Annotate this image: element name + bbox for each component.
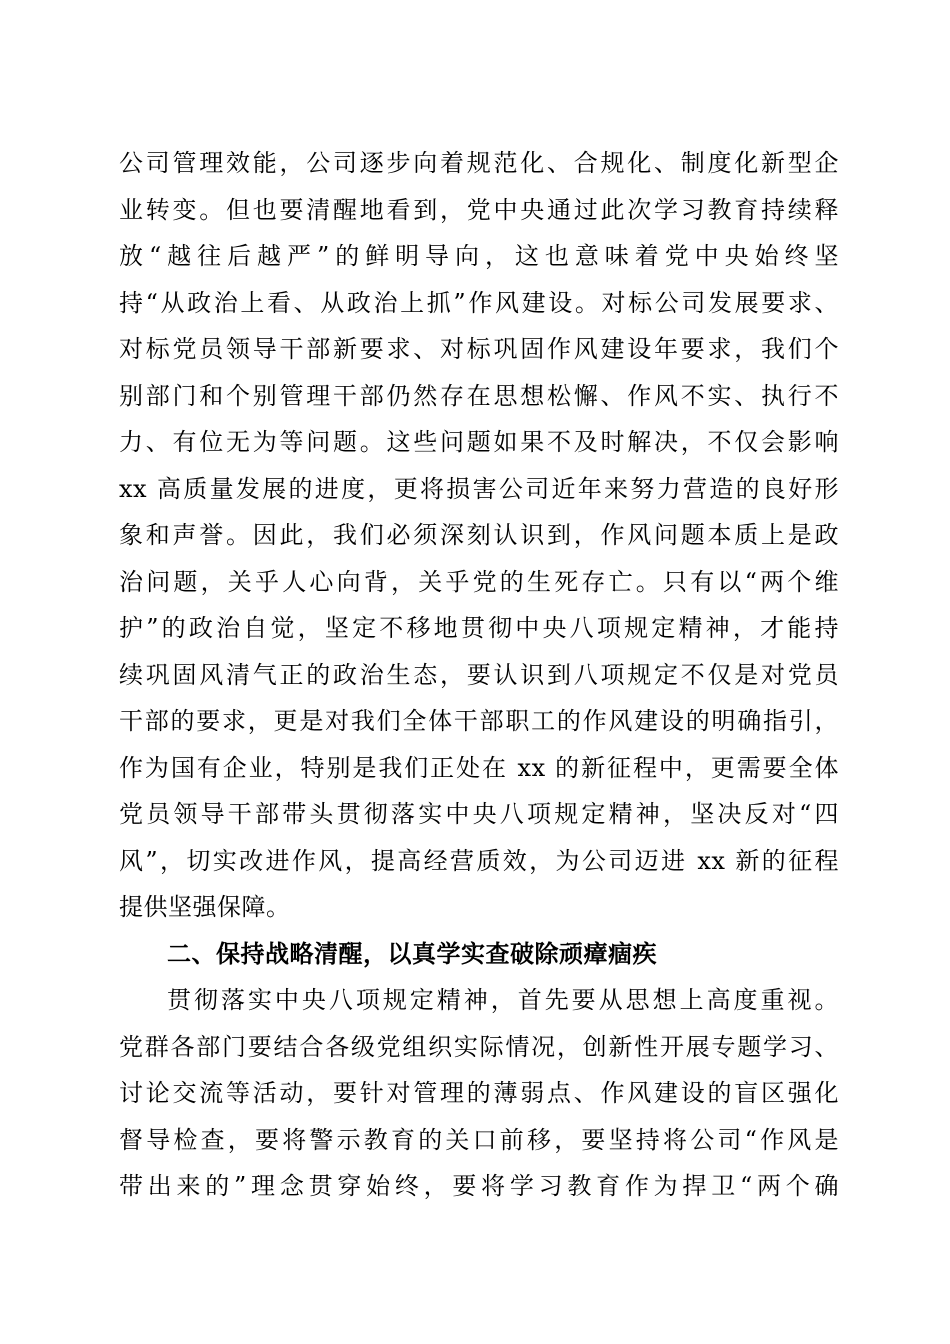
text-line: 带出来的”理念贯穿始终，要将学习教育作为捍卫“两个确 [119,1172,839,1200]
document-body [119,140,839,1210]
text-line: 治问题，关乎人心向背，关乎党的生死存亡。只有以“两个维 [119,567,839,596]
text-line: 风”，切实改进作风，提高经营质效，为公司迈进 xx 新的征程 [119,846,839,875]
text-line: 党员领导干部带头贯彻落实中央八项规定精神，坚决反对“四 [119,800,839,828]
section-heading: 二、保持战略清醒，以真学实查破除顽瘴痼疾 [167,939,657,968]
text-line: 讨论交流等活动，要针对管理的薄弱点、作风建设的盲区强化 [119,1079,839,1107]
text-line: 提供坚强保障。 [119,893,291,921]
text-line: 贯彻落实中央八项规定精神，首先要从思想上高度重视。 [167,986,839,1014]
text-line: 对标党员领导干部新要求、对标巩固作风建设年要求，我们个 [119,335,839,363]
text-line: 力、有位无为等问题。这些问题如果不及时解决，不仅会影响 [119,428,839,456]
text-line: 护”的政治自觉，坚定不移地贯彻中央八项规定精神，才能持 [119,614,839,642]
text-line: 别部门和个别管理干部仍然存在思想松懈、作风不实、执行不 [119,381,839,410]
paragraph-continuation [119,140,839,931]
text-line: 党群各部门要结合各级党组织实际情况，创新性开展专题学习、 [119,1032,839,1061]
text-line: 督导检查，要将警示教育的关口前移，要坚持将公司“作风是 [119,1125,839,1154]
text-line: 公司管理效能，公司逐步向着规范化、合规化、制度化新型企 [119,149,839,177]
text-line: 持“从政治上看、从政治上抓”作风建设。对标公司发展要求、 [119,288,839,317]
section-paragraph [119,977,839,1210]
text-line: 放“越往后越严”的鲜明导向，这也意味着党中央始终坚 [119,242,839,270]
text-line: 续巩固风清气正的政治生态，要认识到八项规定不仅是对党员 [119,660,839,689]
text-line: 作为国有企业，特别是我们正处在 xx 的新征程中，更需要全体 [119,753,839,782]
text-line: xx 高质量发展的进度，更将损害公司近年来努力营造的良好形 [119,474,839,503]
text-line: 象和声誉。因此，我们必须深刻认识到，作风问题本质上是政 [119,521,839,549]
text-line: 干部的要求，更是对我们全体干部职工的作风建设的明确指引， [119,707,839,735]
text-line: 业转变。但也要清醒地看到，党中央通过此次学习教育持续释 [119,195,839,224]
